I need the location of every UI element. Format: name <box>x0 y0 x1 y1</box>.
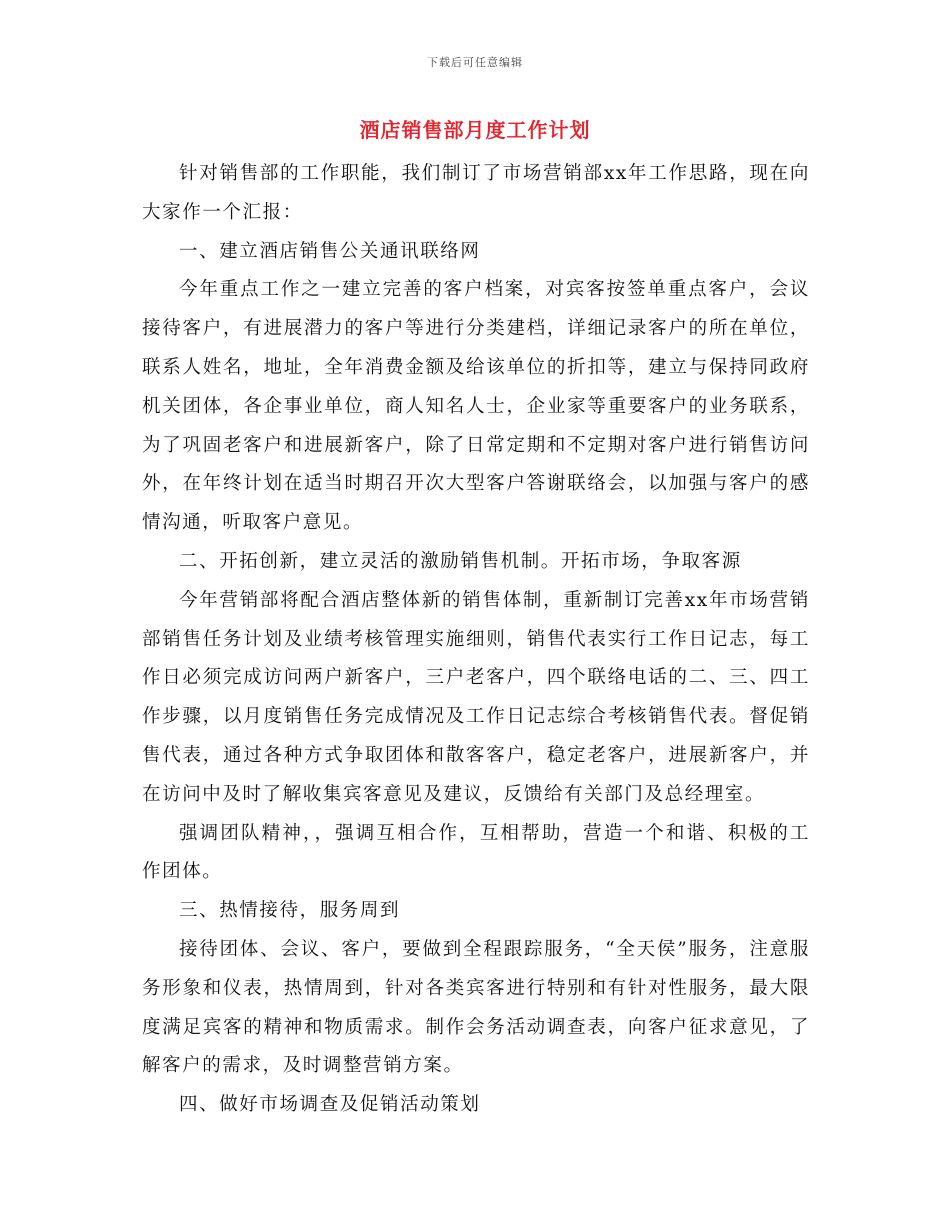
header-note: 下载后可任意编辑 <box>427 56 523 69</box>
section-heading-2: 二、开拓创新，建立灵活的激励销售机制。开拓市场，争取客源 <box>179 550 742 572</box>
section-heading-1: 一、建立酒店销售公关通讯联络网 <box>179 240 481 262</box>
document-title: 酒店销售部月度工作计划 <box>359 118 591 142</box>
document-body <box>142 155 810 1125</box>
paragraph-reception-service: 接待团体、会议、客户，要做到全程跟踪服务，“全天侯”服务，注意服务形象和仪表，热情周到，针对各类宾客进行特别和有针对性服务，最大限度满足宾客的精神和物质需求。制作会务活动调查表，向客户征求意见，了解客户的需求，及时调整营销方案。 <box>142 938 810 1077</box>
section-heading-4: 四、做好市场调查及促销活动策划 <box>179 1094 481 1116</box>
paragraph-sales-mechanism: 今年营销部将配合酒店整体新的销售体制，重新制订完善xx年市场营销部销售任务计划及业绩考核管理实施细则，销售代表实行工作日记志，每工作日必须完成访问两户新客户，三户老客户，四个联络电话的二、三、四工作步骤，以月度销售任务完成情况及工作日记志综合考核销售代表。督促销售代表，通过各种方式争取团体和散客客户，稳定老客户，进展新客户，并在访问中及时了解收集宾客意见及建议，反馈给有关部门及总经理室。 <box>142 589 810 805</box>
paragraph-customer-files: 今年重点工作之一建立完善的客户档案，对宾客按签单重点客户，会议接待客户，有进展潜力的客户等进行分类建档，详细记录客户的所在单位，联系人姓名，地址，全年消费金额及给该单位的折扣等，建立与保持同政府机关团体，各企事业单位，商人知名人士，企业家等重要客户的业务联系，为了巩固老客户和进展新客户，除了日常定期和不定期对客户进行销售访问外，在年终计划在适当时期召开次大型客户答谢联络会，以加强与客户的感情沟通，听取客户意见。 <box>142 279 810 534</box>
paragraph-intro: 针对销售部的工作职能，我们制订了市场营销部xx年工作思路，现在向大家作一个汇报： <box>142 163 810 223</box>
section-heading-3: 三、热情接待，服务周到 <box>179 900 401 922</box>
paragraph-team-spirit: 强调团队精神，，强调互相合作，互相帮助，营造一个和谐、积极的工作团体。 <box>142 822 810 883</box>
